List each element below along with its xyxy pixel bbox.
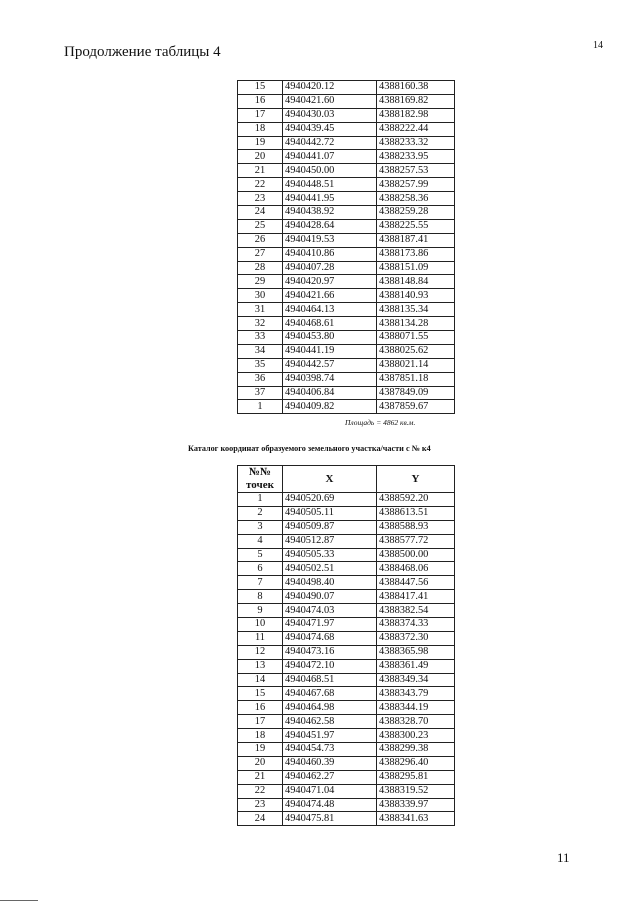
point-number-cell: 19: [238, 136, 283, 150]
x-coordinate-cell: 4940462.58: [283, 715, 377, 729]
header-points-word: точек: [246, 479, 274, 491]
table-row: [238, 358, 455, 372]
point-number-cell: 18: [238, 729, 283, 743]
y-coordinate-cell: 4388500.00: [377, 548, 455, 562]
x-coordinate-cell: 4940409.82: [283, 400, 377, 414]
catalog-coordinates-table: [237, 465, 455, 826]
y-coordinate-cell: 4388592.20: [377, 493, 455, 507]
point-number-cell: 7: [238, 576, 283, 590]
y-coordinate-cell: 4388025.62: [377, 344, 455, 358]
y-coordinate-cell: 4388361.49: [377, 659, 455, 673]
point-number-cell: 21: [238, 770, 283, 784]
x-coordinate-cell: 4940464.98: [283, 701, 377, 715]
point-number-cell: 23: [238, 798, 283, 812]
y-coordinate-cell: 4388341.63: [377, 812, 455, 826]
table-row: [238, 604, 455, 618]
point-number-cell: 16: [238, 701, 283, 715]
y-coordinate-cell: 4387849.09: [377, 386, 455, 400]
table-row: [238, 219, 455, 233]
y-coordinate-cell: 4388372.30: [377, 631, 455, 645]
table-row: [238, 548, 455, 562]
x-coordinate-cell: 4940505.33: [283, 548, 377, 562]
point-number-cell: 30: [238, 289, 283, 303]
x-coordinate-cell: 4940471.97: [283, 618, 377, 632]
y-coordinate-cell: 4388148.84: [377, 275, 455, 289]
y-coordinate-cell: 4388328.70: [377, 715, 455, 729]
table-row: [238, 687, 455, 701]
table-row: [238, 729, 455, 743]
point-number-cell: 14: [238, 673, 283, 687]
table-row: [238, 756, 455, 770]
point-number-cell: 15: [238, 81, 283, 95]
y-coordinate-cell: 4388577.72: [377, 534, 455, 548]
table-row: [238, 770, 455, 784]
x-coordinate-cell: 4940474.68: [283, 631, 377, 645]
table-row: [238, 344, 455, 358]
x-coordinate-cell: 4940421.60: [283, 94, 377, 108]
point-number-cell: 24: [238, 206, 283, 220]
header-number-sign: №№: [248, 466, 272, 478]
table-row: [238, 400, 455, 414]
point-number-cell: 27: [238, 247, 283, 261]
point-number-cell: 6: [238, 562, 283, 576]
table-row: [238, 576, 455, 590]
y-coordinate-cell: 4388417.41: [377, 590, 455, 604]
y-coordinate-cell: 4388344.19: [377, 701, 455, 715]
y-coordinate-cell: 4387851.18: [377, 372, 455, 386]
x-coordinate-cell: 4940420.97: [283, 275, 377, 289]
table-row: [238, 108, 455, 122]
x-coordinate-cell: 4940512.87: [283, 534, 377, 548]
y-coordinate-cell: 4388319.52: [377, 784, 455, 798]
table-row: [238, 798, 455, 812]
area-note: Площадь = 4862 кв.м.: [345, 418, 416, 427]
table-row: [238, 192, 455, 206]
x-coordinate-cell: 4940509.87: [283, 520, 377, 534]
point-number-cell: 25: [238, 219, 283, 233]
point-number-cell: 8: [238, 590, 283, 604]
y-coordinate-cell: 4388222.44: [377, 122, 455, 136]
point-number-cell: 33: [238, 331, 283, 345]
point-number-cell: 13: [238, 659, 283, 673]
y-coordinate-cell: 4388257.99: [377, 178, 455, 192]
point-number-cell: 3: [238, 520, 283, 534]
y-coordinate-cell: 4388259.28: [377, 206, 455, 220]
y-coordinate-cell: 4388187.41: [377, 233, 455, 247]
point-number-cell: 23: [238, 192, 283, 206]
y-coordinate-cell: 4388173.86: [377, 247, 455, 261]
header-y: Y: [377, 466, 455, 493]
y-coordinate-cell: 4388295.81: [377, 770, 455, 784]
x-coordinate-cell: 4940430.03: [283, 108, 377, 122]
table-row: [238, 122, 455, 136]
x-coordinate-cell: 4940441.07: [283, 150, 377, 164]
point-number-cell: 4: [238, 534, 283, 548]
x-coordinate-cell: 4940442.57: [283, 358, 377, 372]
coordinates-table-continued: [237, 80, 455, 414]
x-coordinate-cell: 4940406.84: [283, 386, 377, 400]
x-coordinate-cell: 4940454.73: [283, 743, 377, 757]
point-number-cell: 11: [238, 631, 283, 645]
table-row: [238, 590, 455, 604]
point-number-cell: 20: [238, 150, 283, 164]
y-coordinate-cell: 4388134.28: [377, 317, 455, 331]
y-coordinate-cell: 4388365.98: [377, 645, 455, 659]
x-coordinate-cell: 4940505.11: [283, 506, 377, 520]
point-number-cell: 1: [238, 493, 283, 507]
point-number-cell: 19: [238, 743, 283, 757]
point-number-cell: 29: [238, 275, 283, 289]
point-number-cell: 20: [238, 756, 283, 770]
y-coordinate-cell: 4388233.32: [377, 136, 455, 150]
point-number-cell: 1: [238, 400, 283, 414]
catalog-title: Каталог координат образуемого земельного участка/части с № к4: [188, 444, 431, 453]
table-row: [238, 673, 455, 687]
table-row: [238, 743, 455, 757]
point-number-cell: 10: [238, 618, 283, 632]
x-coordinate-cell: 4940453.80: [283, 331, 377, 345]
point-number-cell: 22: [238, 178, 283, 192]
point-number-cell: 36: [238, 372, 283, 386]
point-number-cell: 17: [238, 715, 283, 729]
x-coordinate-cell: 4940520.69: [283, 493, 377, 507]
table-row: [238, 386, 455, 400]
coordinates-table-body: [238, 81, 455, 414]
x-coordinate-cell: 4940462.27: [283, 770, 377, 784]
x-coordinate-cell: 4940450.00: [283, 164, 377, 178]
x-coordinate-cell: 4940472.10: [283, 659, 377, 673]
x-coordinate-cell: 4940421.66: [283, 289, 377, 303]
x-coordinate-cell: 4940419.53: [283, 233, 377, 247]
table-row: [238, 645, 455, 659]
point-number-cell: 34: [238, 344, 283, 358]
y-coordinate-cell: 4388160.38: [377, 81, 455, 95]
table-row: [238, 506, 455, 520]
table-row: [238, 715, 455, 729]
table-row: [238, 233, 455, 247]
table-row: [238, 618, 455, 632]
table-row: [238, 178, 455, 192]
y-coordinate-cell: 4388258.36: [377, 192, 455, 206]
table-row: [238, 784, 455, 798]
table-row: [238, 331, 455, 345]
x-coordinate-cell: 4940448.51: [283, 178, 377, 192]
table-row: [238, 493, 455, 507]
y-coordinate-cell: 4388169.82: [377, 94, 455, 108]
x-coordinate-cell: 4940474.03: [283, 604, 377, 618]
table-row: [238, 289, 455, 303]
table-row: [238, 94, 455, 108]
x-coordinate-cell: 4940420.12: [283, 81, 377, 95]
page-number-top: 14: [593, 40, 603, 51]
y-coordinate-cell: 4388296.40: [377, 756, 455, 770]
table-row: [238, 659, 455, 673]
table-row: [238, 136, 455, 150]
y-coordinate-cell: 4388588.93: [377, 520, 455, 534]
table-row: [238, 81, 455, 95]
y-coordinate-cell: 4388233.95: [377, 150, 455, 164]
point-number-cell: 37: [238, 386, 283, 400]
y-coordinate-cell: 4388349.34: [377, 673, 455, 687]
point-number-cell: 17: [238, 108, 283, 122]
table-row: [238, 247, 455, 261]
y-coordinate-cell: 4388299.38: [377, 743, 455, 757]
point-number-cell: 5: [238, 548, 283, 562]
point-number-cell: 9: [238, 604, 283, 618]
point-number-cell: 22: [238, 784, 283, 798]
table-row: [238, 261, 455, 275]
point-number-cell: 26: [238, 233, 283, 247]
table-row: [238, 520, 455, 534]
footer-divider: [0, 900, 38, 901]
table-row: [238, 372, 455, 386]
table-row: [238, 812, 455, 826]
x-coordinate-cell: 4940441.95: [283, 192, 377, 206]
table-continuation-heading: Продолжение таблицы 4: [64, 44, 221, 60]
x-coordinate-cell: 4940441.19: [283, 344, 377, 358]
header-x: X: [283, 466, 377, 493]
table-row: [238, 534, 455, 548]
point-number-cell: 12: [238, 645, 283, 659]
y-coordinate-cell: 4388382.54: [377, 604, 455, 618]
point-number-cell: 32: [238, 317, 283, 331]
x-coordinate-cell: 4940439.45: [283, 122, 377, 136]
y-coordinate-cell: 4388468.06: [377, 562, 455, 576]
x-coordinate-cell: 4940475.81: [283, 812, 377, 826]
point-number-cell: 16: [238, 94, 283, 108]
table-row: [238, 631, 455, 645]
catalog-table-body: [238, 493, 455, 826]
point-number-cell: 28: [238, 261, 283, 275]
x-coordinate-cell: 4940467.68: [283, 687, 377, 701]
point-number-cell: 2: [238, 506, 283, 520]
y-coordinate-cell: 4388071.55: [377, 331, 455, 345]
y-coordinate-cell: 4388343.79: [377, 687, 455, 701]
x-coordinate-cell: 4940451.97: [283, 729, 377, 743]
point-number-cell: 18: [238, 122, 283, 136]
x-coordinate-cell: 4940460.39: [283, 756, 377, 770]
table-row: [238, 164, 455, 178]
header-point-number: [238, 466, 283, 493]
table-row: [238, 206, 455, 220]
point-number-cell: 31: [238, 303, 283, 317]
catalog-table-header: [238, 466, 455, 493]
y-coordinate-cell: 4388225.55: [377, 219, 455, 233]
table-row: [238, 317, 455, 331]
table-row: [238, 150, 455, 164]
point-number-cell: 24: [238, 812, 283, 826]
x-coordinate-cell: 4940498.40: [283, 576, 377, 590]
y-coordinate-cell: 4388151.09: [377, 261, 455, 275]
page-number-bottom: 11: [557, 850, 570, 865]
header-row: [238, 466, 455, 493]
y-coordinate-cell: 4388257.53: [377, 164, 455, 178]
x-coordinate-cell: 4940468.51: [283, 673, 377, 687]
x-coordinate-cell: 4940442.72: [283, 136, 377, 150]
y-coordinate-cell: 4388021.14: [377, 358, 455, 372]
y-coordinate-cell: 4388140.93: [377, 289, 455, 303]
y-coordinate-cell: 4388135.34: [377, 303, 455, 317]
table-row: [238, 275, 455, 289]
x-coordinate-cell: 4940438.92: [283, 206, 377, 220]
y-coordinate-cell: 4388339.97: [377, 798, 455, 812]
y-coordinate-cell: 4388447.56: [377, 576, 455, 590]
point-number-cell: 15: [238, 687, 283, 701]
x-coordinate-cell: 4940471.04: [283, 784, 377, 798]
y-coordinate-cell: 4387859.67: [377, 400, 455, 414]
x-coordinate-cell: 4940407.28: [283, 261, 377, 275]
y-coordinate-cell: 4388300.23: [377, 729, 455, 743]
x-coordinate-cell: 4940502.51: [283, 562, 377, 576]
point-number-cell: 21: [238, 164, 283, 178]
y-coordinate-cell: 4388613.51: [377, 506, 455, 520]
x-coordinate-cell: 4940398.74: [283, 372, 377, 386]
x-coordinate-cell: 4940490.07: [283, 590, 377, 604]
table-row: [238, 562, 455, 576]
x-coordinate-cell: 4940464.13: [283, 303, 377, 317]
y-coordinate-cell: 4388374.33: [377, 618, 455, 632]
x-coordinate-cell: 4940474.48: [283, 798, 377, 812]
table-row: [238, 701, 455, 715]
x-coordinate-cell: 4940410.86: [283, 247, 377, 261]
y-coordinate-cell: 4388182.98: [377, 108, 455, 122]
x-coordinate-cell: 4940473.16: [283, 645, 377, 659]
x-coordinate-cell: 4940428.64: [283, 219, 377, 233]
table-row: [238, 303, 455, 317]
point-number-cell: 35: [238, 358, 283, 372]
x-coordinate-cell: 4940468.61: [283, 317, 377, 331]
